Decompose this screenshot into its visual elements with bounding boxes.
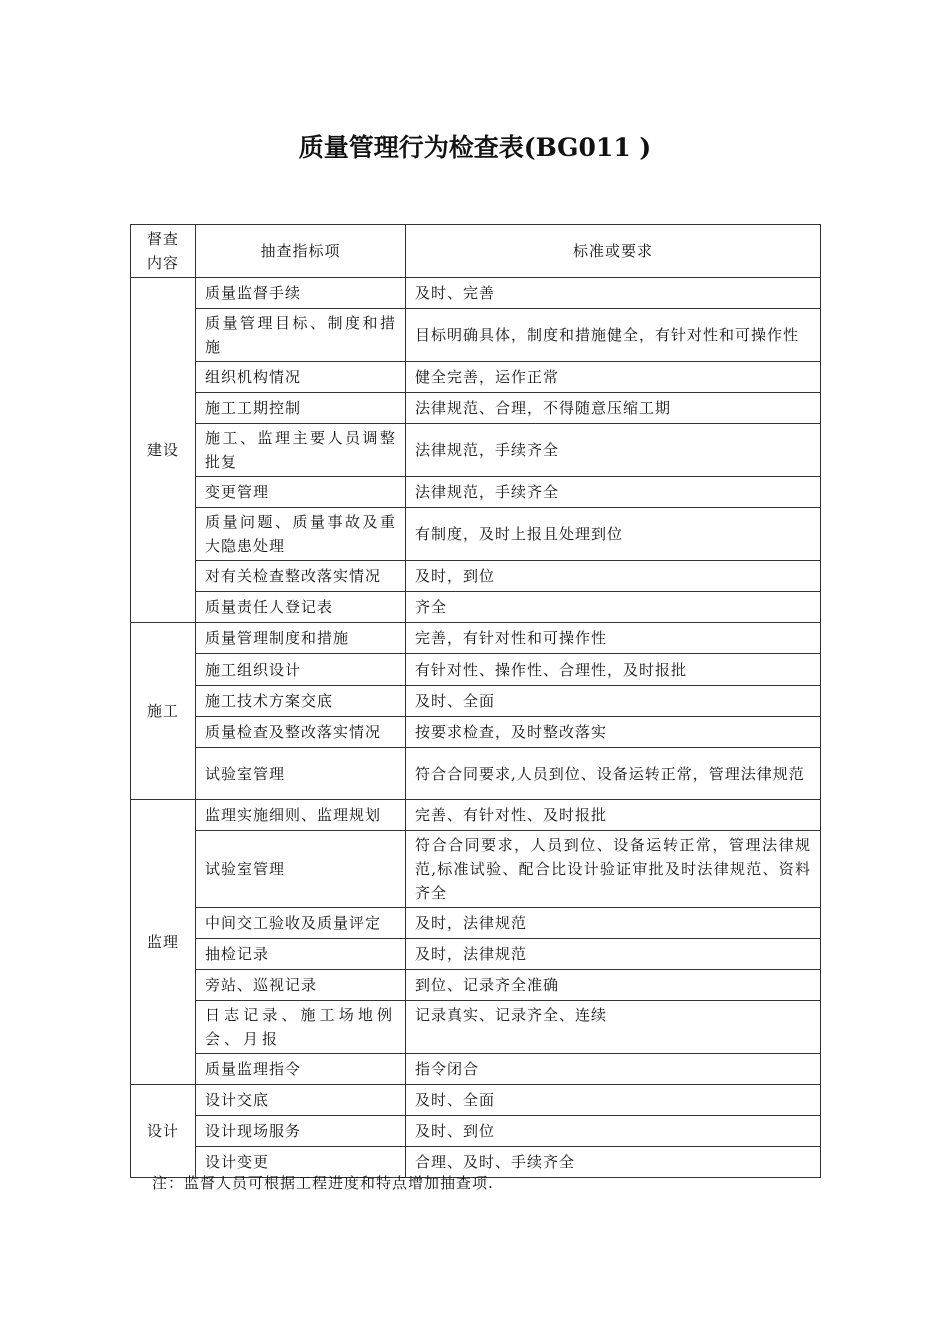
- table-body: [131, 278, 821, 1178]
- standard-cell: 到位、记录齐全准确: [406, 970, 821, 1001]
- table-row: [131, 561, 821, 592]
- standard-cell: 完善、有针对性、及时报批: [406, 800, 821, 831]
- table-row: [131, 748, 821, 800]
- standard-cell: 按要求检查，及时整改落实: [406, 717, 821, 748]
- table-row: [131, 800, 821, 831]
- table-row: [131, 309, 821, 362]
- item-cell: 试验室管理: [196, 748, 406, 800]
- standard-cell: 指令闭合: [406, 1054, 821, 1085]
- table-row: [131, 717, 821, 748]
- item-cell: 施工、监理主要人员调整批复: [196, 424, 406, 477]
- standard-cell: 法律规范，手续齐全: [406, 424, 821, 477]
- item-cell: 组织机构情况: [196, 362, 406, 393]
- standard-cell: 记录真实、记录齐全、连续: [406, 1001, 821, 1054]
- header-item: 抽查指标项: [196, 225, 406, 278]
- footnote: 注：监督人员可根据工程进度和特点增加抽查项.: [152, 1174, 494, 1192]
- table-row: [131, 362, 821, 393]
- table-row: [131, 1116, 821, 1147]
- standard-cell: 符合合同要求，人员到位、设备运转正常，管理法律规范,标准试验、配合比设计验证审批及时法律规范、资料齐全: [406, 831, 821, 908]
- category-cell: 建设: [131, 278, 196, 623]
- item-cell: 设计变更: [196, 1147, 406, 1178]
- table-row: [131, 592, 821, 623]
- table-row: [131, 278, 821, 309]
- table-row: [131, 1001, 821, 1054]
- item-cell: 抽检记录: [196, 939, 406, 970]
- standard-cell: 合理、及时、手续齐全: [406, 1147, 821, 1178]
- item-cell: 施工工期控制: [196, 393, 406, 424]
- item-cell: 旁站、巡视记录: [196, 970, 406, 1001]
- standard-cell: 及时，到位: [406, 561, 821, 592]
- standard-cell: 及时、到位: [406, 1116, 821, 1147]
- standard-cell: 符合合同要求,人员到位、设备运转正常，管理法律规范: [406, 748, 821, 800]
- item-cell: 质量管理目标、制度和措施: [196, 309, 406, 362]
- item-cell: 质量监理指令: [196, 1054, 406, 1085]
- standard-cell: 目标明确具体，制度和措施健全，有针对性和可操作性: [406, 309, 821, 362]
- item-cell: 对有关检查整改落实情况: [196, 561, 406, 592]
- table-row: [131, 477, 821, 508]
- standard-cell: 及时、全面: [406, 686, 821, 717]
- item-cell: 试验室管理: [196, 831, 406, 908]
- table-row: [131, 970, 821, 1001]
- category-cell: 施工: [131, 623, 196, 800]
- table-row: [131, 939, 821, 970]
- inspection-table: [130, 224, 821, 1178]
- item-cell: 中间交工验收及质量评定: [196, 908, 406, 939]
- header-category: 督查内容: [131, 225, 196, 278]
- table-row: [131, 654, 821, 686]
- standard-cell: 法律规范、合理，不得随意压缩工期: [406, 393, 821, 424]
- standard-cell: 健全完善，运作正常: [406, 362, 821, 393]
- header-standard: 标准或要求: [406, 225, 821, 278]
- page-title: 质量管理行为检查表(BG011 ): [298, 133, 652, 162]
- standard-cell: 齐全: [406, 592, 821, 623]
- standard-cell: 法律规范，手续齐全: [406, 477, 821, 508]
- table-row: [131, 831, 821, 908]
- table-row: [131, 623, 821, 654]
- table-row: [131, 908, 821, 939]
- standard-cell: 有制度，及时上报且处理到位: [406, 508, 821, 561]
- standard-cell: 及时、全面: [406, 1085, 821, 1116]
- item-cell: 施工组织设计: [196, 654, 406, 686]
- table-row: [131, 1085, 821, 1116]
- table-row: [131, 393, 821, 424]
- standard-cell: 及时，法律规范: [406, 939, 821, 970]
- item-cell: 质量责任人登记表: [196, 592, 406, 623]
- item-cell: 施工技术方案交底: [196, 686, 406, 717]
- standard-cell: 及时、完善: [406, 278, 821, 309]
- table-row: [131, 1054, 821, 1085]
- item-cell: 质量问题、质量事故及重大隐患处理: [196, 508, 406, 561]
- item-cell: 设计现场服务: [196, 1116, 406, 1147]
- category-cell: 监理: [131, 800, 196, 1085]
- item-cell: 设计交底: [196, 1085, 406, 1116]
- table-header-row: [131, 225, 821, 278]
- standard-cell: 完善，有针对性和可操作性: [406, 623, 821, 654]
- table-row: [131, 508, 821, 561]
- item-cell: 变更管理: [196, 477, 406, 508]
- standard-cell: 及时，法律规范: [406, 908, 821, 939]
- category-cell: 设计: [131, 1085, 196, 1178]
- item-cell: 质量检查及整改落实情况: [196, 717, 406, 748]
- item-cell: 质量管理制度和措施: [196, 623, 406, 654]
- item-cell: 质量监督手续: [196, 278, 406, 309]
- item-cell: 日志记录、施工场地例会、月报: [196, 1001, 406, 1054]
- table-row: [131, 686, 821, 717]
- standard-cell: 有针对性、操作性、合理性，及时报批: [406, 654, 821, 686]
- table-row: [131, 424, 821, 477]
- item-cell: 监理实施细则、监理规划: [196, 800, 406, 831]
